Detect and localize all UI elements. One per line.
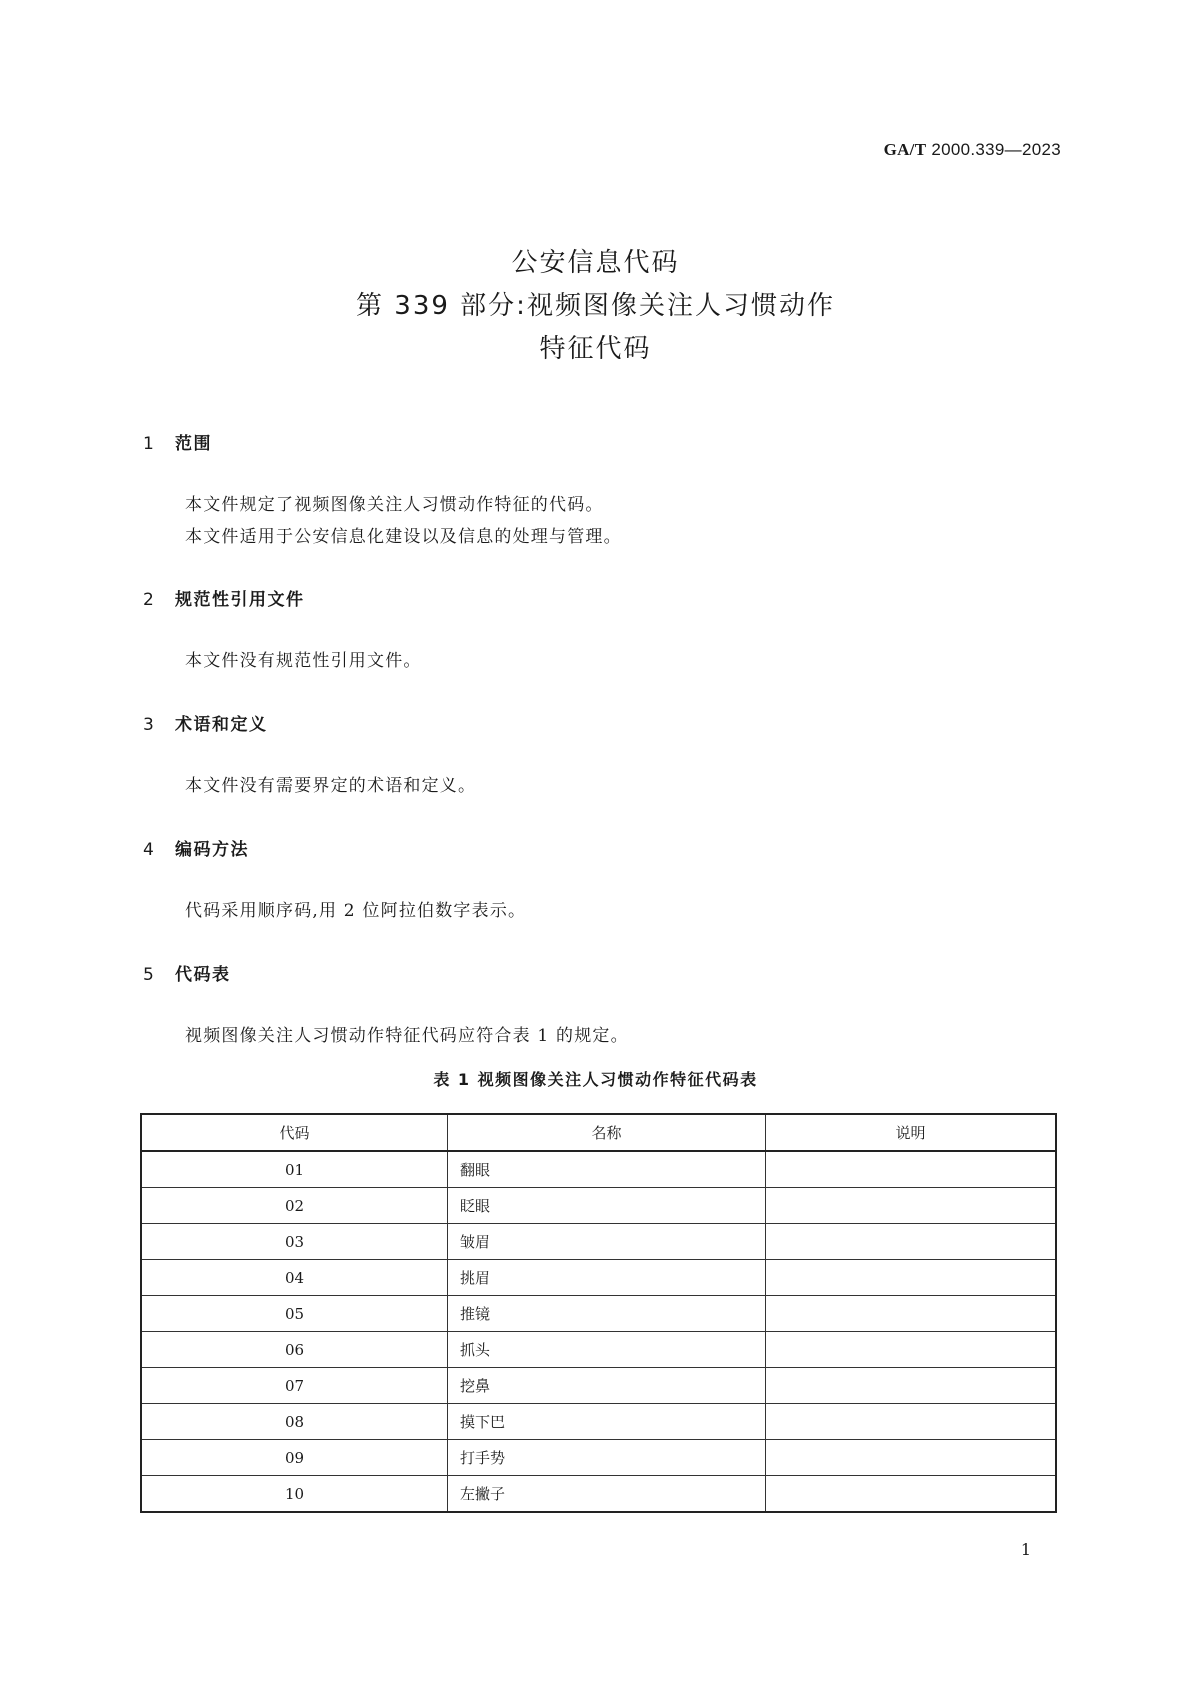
section-heading-normative-references: [143, 585, 305, 610]
header-note: 说明: [766, 1114, 1057, 1151]
section-title: 代码表: [175, 965, 231, 985]
section-title: 规范性引用文件: [175, 590, 305, 610]
cell-name: 摸下巴: [448, 1404, 766, 1440]
cell-note: [766, 1188, 1057, 1224]
table-row: [141, 1224, 1056, 1260]
title-line-2: 第 339 部分:视频图像关注人习惯动作: [356, 291, 835, 321]
standard-code: [884, 140, 1061, 160]
cell-note: [766, 1260, 1057, 1296]
standard-prefix: GA/T: [883, 140, 927, 159]
section-number: 2: [143, 590, 156, 610]
cell-note: [766, 1476, 1057, 1513]
cell-note: [766, 1151, 1057, 1188]
table-row: [141, 1188, 1056, 1224]
paragraph: 本文件规定了视频图像关注人习惯动作特征的代码。: [185, 495, 604, 515]
paragraph: 本文件适用于公安信息化建设以及信息的处理与管理。: [185, 527, 622, 547]
section-heading-coding-method: [143, 835, 249, 860]
paragraph: 代码采用顺序码,用 2 位阿拉伯数字表示。: [185, 901, 527, 921]
cell-name: 翻眼: [448, 1151, 766, 1188]
cell-code: 06: [141, 1332, 448, 1368]
paragraph: 本文件没有规范性引用文件。: [185, 651, 422, 671]
cell-code: 03: [141, 1224, 448, 1260]
cell-code: 10: [141, 1476, 448, 1513]
section-number: 3: [143, 715, 156, 735]
table-row: [141, 1368, 1056, 1404]
cell-code: 04: [141, 1260, 448, 1296]
cell-note: [766, 1224, 1057, 1260]
header-code: 代码: [141, 1114, 448, 1151]
section-number: 4: [143, 840, 156, 860]
cell-note: [766, 1440, 1057, 1476]
cell-note: [766, 1296, 1057, 1332]
section-number: 1: [143, 434, 156, 454]
table-header-row: [141, 1114, 1056, 1151]
section-title: 范围: [175, 434, 212, 454]
section-heading-scope: [143, 429, 212, 454]
cell-name: 挖鼻: [448, 1368, 766, 1404]
section-title: 术语和定义: [175, 715, 268, 735]
paragraph: 视频图像关注人习惯动作特征代码应符合表 1 的规定。: [185, 1026, 629, 1046]
page-number: 1: [1020, 1540, 1031, 1559]
cell-code: 01: [141, 1151, 448, 1188]
table-row: [141, 1404, 1056, 1440]
table-row: [141, 1260, 1056, 1296]
table-row: [141, 1296, 1056, 1332]
cell-name: 左撇子: [448, 1476, 766, 1513]
table-row: [141, 1476, 1056, 1513]
section-number: 5: [143, 965, 156, 985]
section-heading-code-table: [143, 960, 231, 985]
header-name: 名称: [448, 1114, 766, 1151]
cell-note: [766, 1404, 1057, 1440]
paragraph: 本文件没有需要界定的术语和定义。: [185, 776, 477, 796]
cell-name: 打手势: [448, 1440, 766, 1476]
table-caption: 表 1 视频图像关注人习惯动作特征代码表: [433, 1070, 758, 1089]
cell-note: [766, 1332, 1057, 1368]
title-line-1: 公安信息代码: [511, 248, 680, 278]
cell-name: 皱眉: [448, 1224, 766, 1260]
table-row: [141, 1440, 1056, 1476]
section-title: 编码方法: [175, 840, 249, 860]
title-line-3: 特征代码: [539, 334, 652, 364]
cell-code: 05: [141, 1296, 448, 1332]
standard-number: 2000.339—2023: [931, 140, 1061, 159]
cell-code: 08: [141, 1404, 448, 1440]
section-heading-terms: [143, 710, 268, 735]
cell-name: 推镜: [448, 1296, 766, 1332]
table-row: [141, 1332, 1056, 1368]
code-table: [140, 1113, 1057, 1513]
cell-name: 挑眉: [448, 1260, 766, 1296]
cell-code: 02: [141, 1188, 448, 1224]
cell-note: [766, 1368, 1057, 1404]
table-row: [141, 1151, 1056, 1188]
cell-code: 07: [141, 1368, 448, 1404]
cell-name: 眨眼: [448, 1188, 766, 1224]
cell-name: 抓头: [448, 1332, 766, 1368]
cell-code: 09: [141, 1440, 448, 1476]
